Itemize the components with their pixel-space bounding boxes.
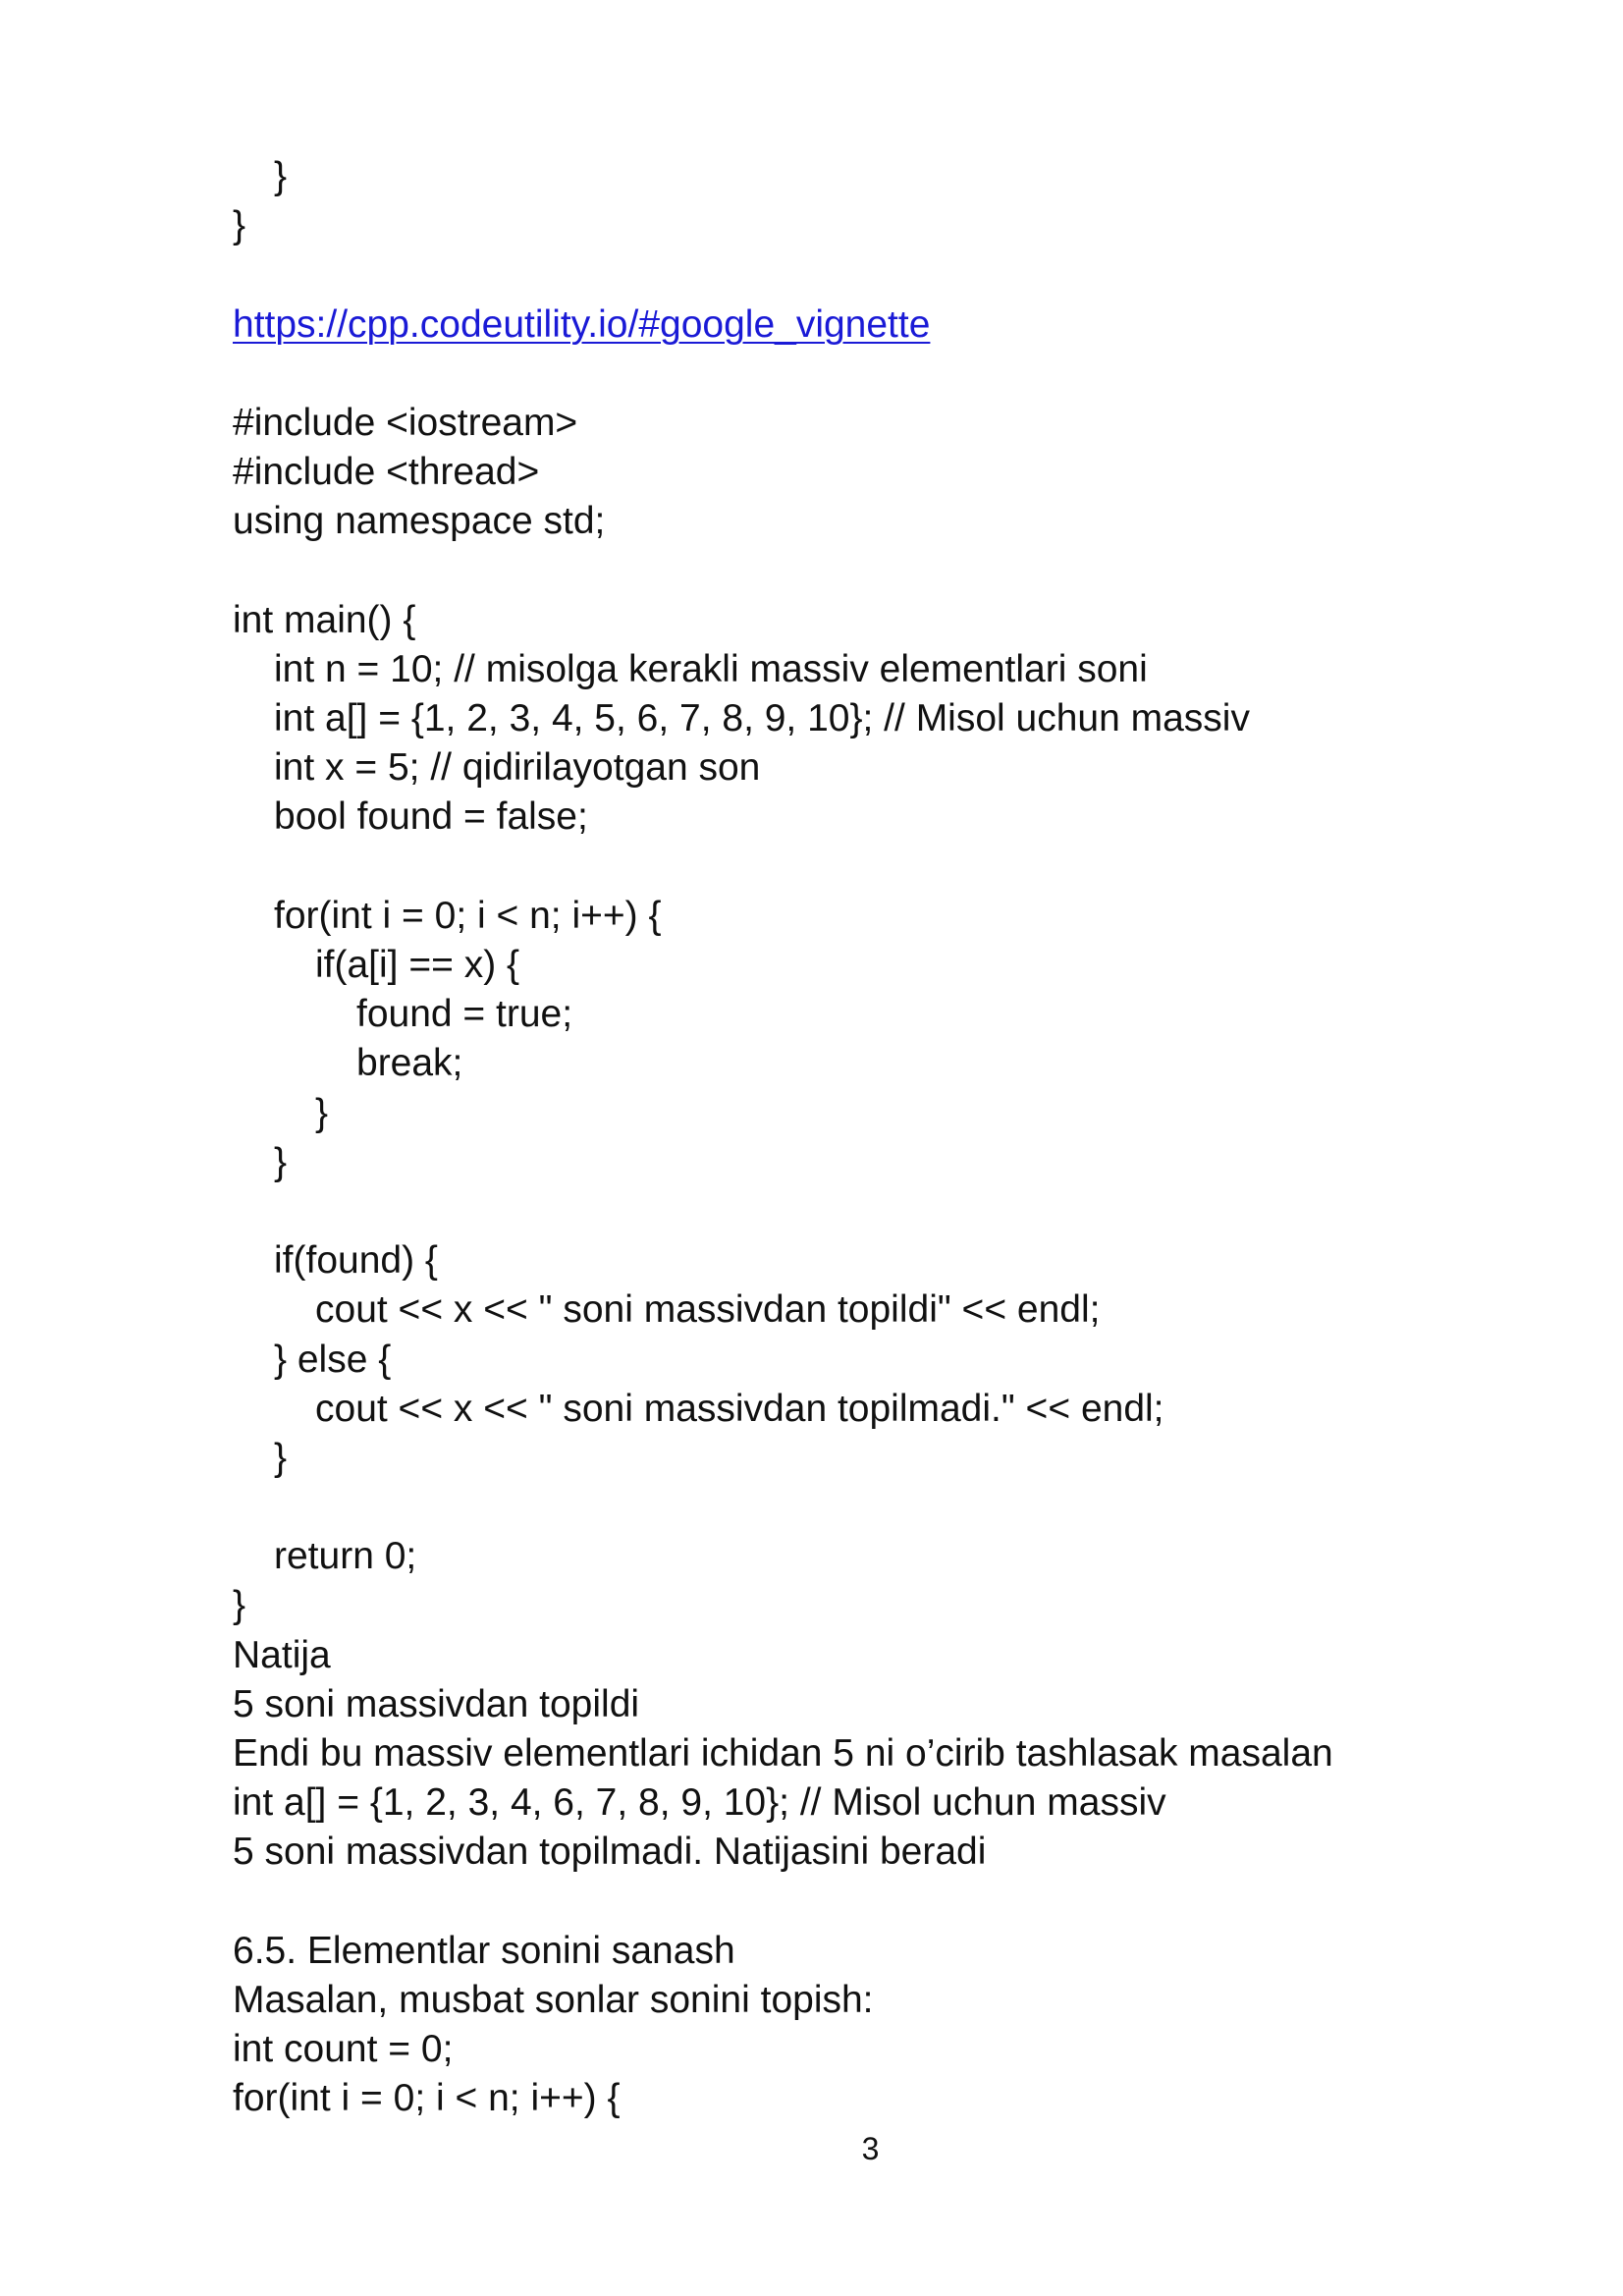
blank-line [233,547,1450,596]
code-line: int x = 5; // qidirilayotgan son [274,746,761,790]
code-line: } else { [274,1338,392,1381]
code-line: } [233,1584,246,1627]
code-line: int a[] = {1, 2, 3, 4, 5, 6, 7, 8, 9, 10}; // Misol uchun massiv [274,697,1250,740]
closing-brace: } [233,204,246,247]
blank-line [233,1187,1450,1236]
text-line: int a[] = {1, 2, 3, 4, 6, 7, 8, 9, 10}; // Misol uchun massiv [233,1781,1166,1825]
code-line: } [274,1140,288,1183]
blank-line [233,1483,1450,1532]
reference-link-line [233,301,1450,350]
text-line: Masalan, musbat sonlar sonini topish: [233,1978,874,2021]
code-line: #include <iostream> [233,401,578,444]
page-number: 3 [861,2131,880,2166]
code-line: int main() { [233,598,416,641]
code-line: for(int i = 0; i < n; i++) { [274,894,662,937]
code-line: if(found) { [274,1239,438,1283]
text-line: Endi bu massiv elementlari ichidan 5 ni o’cirib tashlasak masalan [233,1732,1333,1775]
blank-line [233,250,1450,300]
document-body [233,152,1450,2124]
blank-line [233,350,1450,399]
code-line: if(a[i] == x) { [315,944,520,986]
code-line: #include <thread> [233,451,540,494]
section-heading: 6.5. Elementlar sonini sanash [233,1929,735,1972]
code-line: using namespace std; [233,500,606,543]
closing-brace: } [274,155,288,197]
code-line: bool found = false; [274,795,588,839]
code-line: } [274,1436,288,1479]
blank-line [233,1878,1450,1927]
code-line: return 0; [274,1535,417,1578]
reference-link[interactable]: https://cpp.codeutility.io/#google_vignette [233,302,931,346]
code-line: found = true; [356,993,573,1036]
code-line: for(int i = 0; i < n; i++) { [233,2077,621,2120]
text-line: Natija [233,1633,331,1676]
code-line: cout << x << " soni massivdan topilmadi." << endl; [315,1387,1164,1430]
blank-line [233,843,1450,892]
code-line: int count = 0; [233,2028,454,2071]
text-line: 5 soni massivdan topildi [233,1682,640,1725]
text-line: 5 soni massivdan topilmadi. Natijasini beradi [233,1831,987,1874]
code-line: cout << x << " soni massivdan topildi" << endl; [315,1288,1101,1332]
code-line: } [315,1091,329,1134]
code-line: int n = 10; // misolga kerakli massiv elementlari soni [274,647,1148,690]
code-line: break; [356,1042,463,1085]
